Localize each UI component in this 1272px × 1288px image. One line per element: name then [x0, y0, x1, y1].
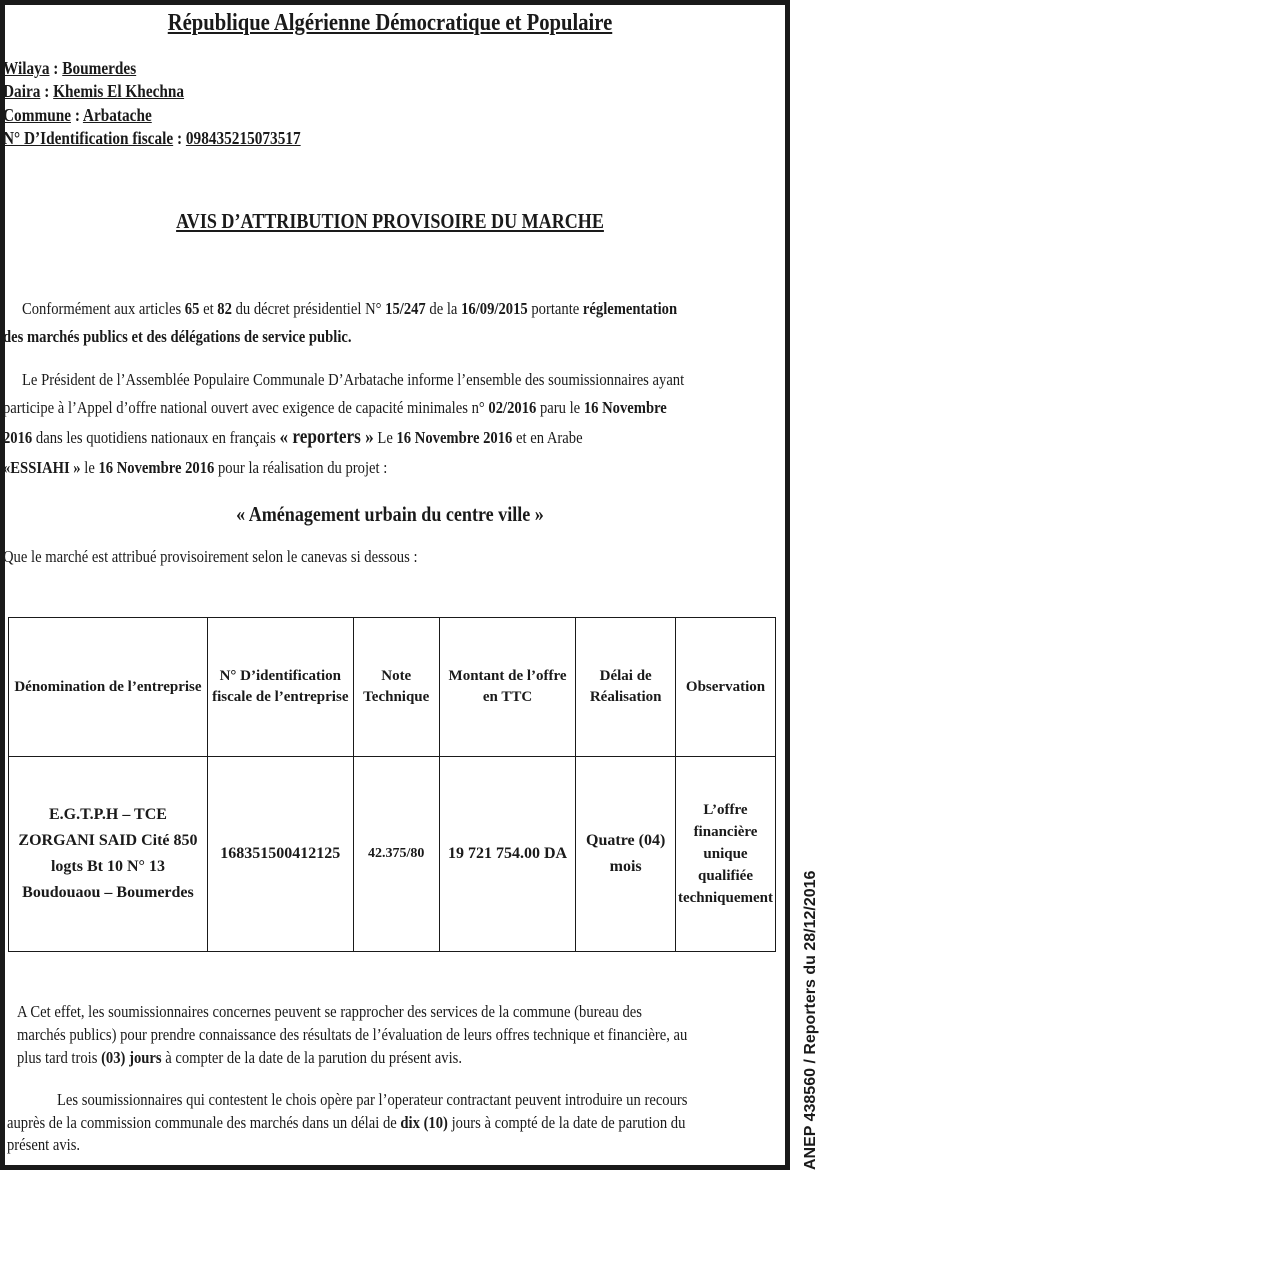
para4-line3: plus tard trois (03) jours à compter de la date de la parution du présent avis. — [17, 1048, 462, 1067]
daira-line: Daira : Khemis El Khechna — [3, 81, 185, 101]
para4-line2: marchés publics) pour prendre connaissance des résultats de l’évaluation de leurs offres technique et financière, au — [17, 1025, 688, 1044]
col-header-observation: Observation — [676, 618, 776, 757]
table-header-row — [9, 618, 776, 757]
para5-line3: présent avis. — [7, 1135, 81, 1154]
para5-line1: Les soumissionnaires qui contestent le chois opère par l’operateur contractant peuvent introduire un recours — [57, 1090, 688, 1109]
para2-line1: Le Président de l’Assemblée Populaire Communale D’Arbatache informe l’ensemble des soumissionnaires ayant — [22, 370, 685, 389]
attribution-table — [8, 617, 776, 952]
para1-line2: des marchés publics et des délégations de service public. — [3, 327, 352, 346]
para4-line1: A Cet effet, les soumissionnaires concernes peuvent se rapprocher des services de la commune (bureau des — [17, 1002, 642, 1021]
para1-line1: Conformément aux articles 65 et 82 du décret présidentiel N° 15/247 de la 16/09/2015 portante réglementation — [22, 299, 678, 318]
side-publication-note: ANEP 438560 / Reporters du 28/12/2016 — [802, 870, 819, 1170]
republic-title: République Algérienne Démocratique et Populaire — [167, 10, 613, 36]
table-row — [9, 757, 776, 952]
para5-line2: auprès de la commission communale des marchés dans un délai de dix (10) jours à compté de la date de parution du — [7, 1113, 686, 1132]
para2-line2: participe à l’Appel d’offre national ouvert avec exigence de capacité minimales n° 02/2016 paru le 16 Novembre — [3, 398, 667, 417]
col-header-delay: Délai de Réalisation — [576, 618, 676, 757]
commune-line: Commune : Arbatache — [3, 105, 152, 125]
notice-title: AVIS D’ATTRIBUTION PROVISOIRE DU MARCHE — [176, 209, 604, 233]
col-header-amount: Montant de l’offre en TTC — [439, 618, 576, 757]
col-header-note: Note Technique — [353, 618, 439, 757]
cell-amount: 19 721 754.00 DA — [439, 757, 576, 952]
cell-delay: Quatre (04) mois — [576, 757, 676, 952]
col-header-nif: N° D’identification fiscale de l’entreprise — [207, 618, 353, 757]
para2-line4: «ESSIAHI » le 16 Novembre 2016 pour la réalisation du projet : — [3, 458, 388, 477]
cell-note: 42.375/80 — [353, 757, 439, 952]
wilaya-line: Wilaya : Boumerdes — [3, 58, 137, 78]
cell-nif: 168351500412125 — [207, 757, 353, 952]
cell-company: E.G.T.P.H – TCE ZORGANI SAID Cité 850 logts Bt 10 N° 13 Boudouaou – Boumerdes — [9, 757, 208, 952]
para3: Que le marché est attribué provisoirement selon le canevas si dessous : — [3, 547, 418, 566]
col-header-company: Dénomination de l’entreprise — [9, 618, 208, 757]
cell-observation: L’offre financière unique qualifiée techniquement — [676, 757, 776, 952]
para2-line3: 2016 dans les quotidiens nationaux en français « reporters » Le 16 Novembre 2016 et en Arabe — [3, 426, 583, 448]
nif-line: N° D’Identification fiscale : 098435215073517 — [3, 128, 301, 148]
project-title: « Aménagement urbain du centre ville » — [236, 502, 544, 526]
